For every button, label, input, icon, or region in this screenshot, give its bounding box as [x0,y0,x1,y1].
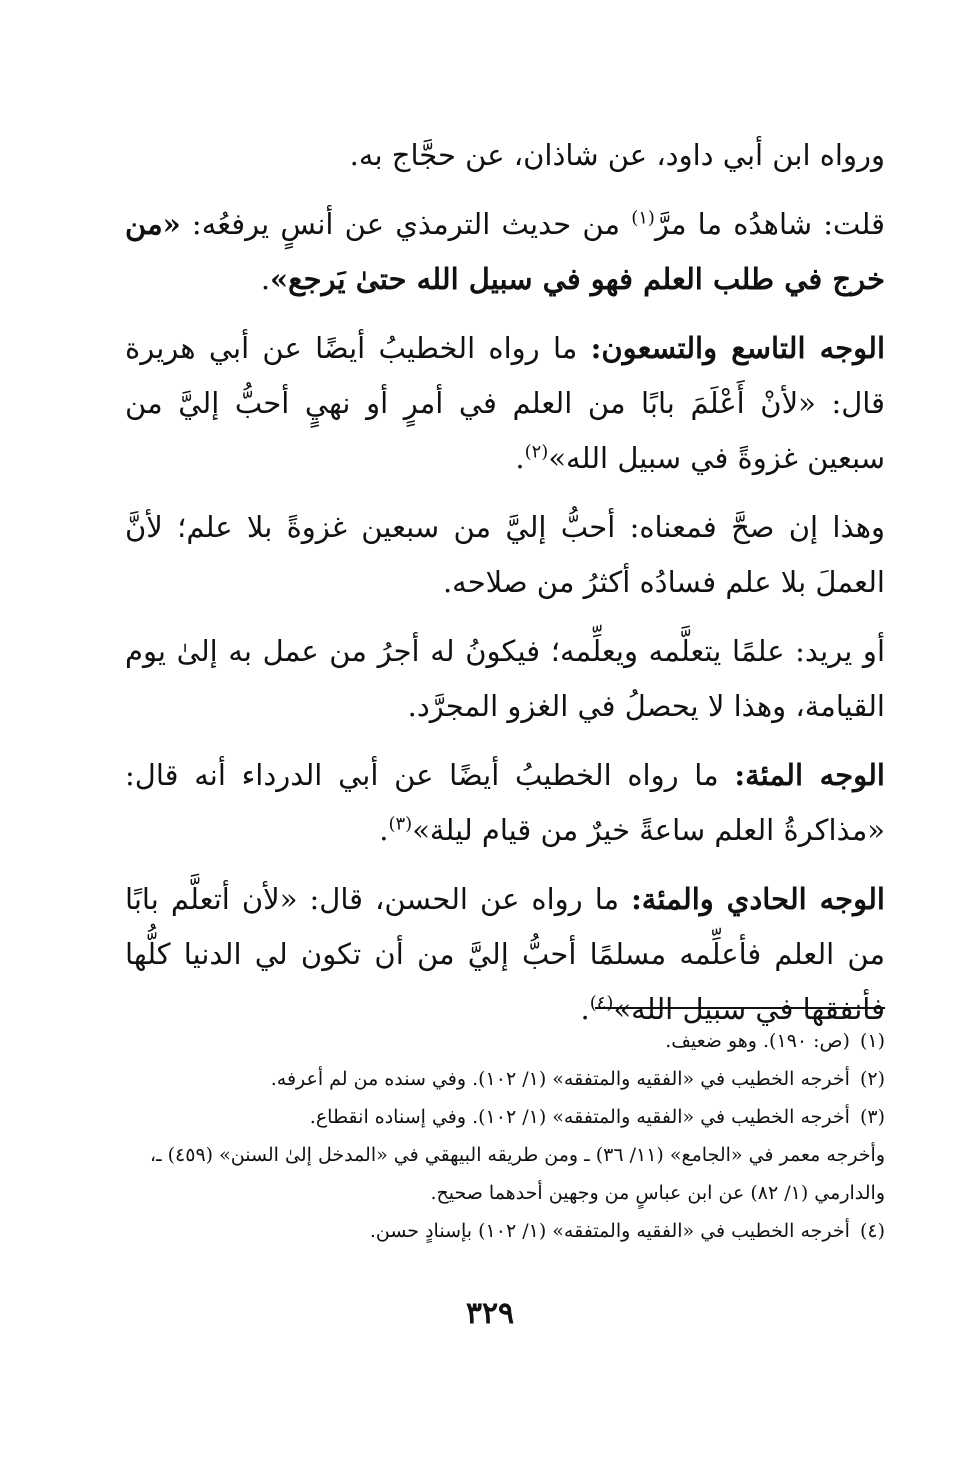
paragraph-6 [125,748,885,858]
paragraph-7-text: ما رواه عن الحسن، قال: «لأن أتعلَّم بابًا من العلم فأعلِّمه مسلمًا أحبُّ إليَّ من أن تكون لي الدنيا كلُّها فأنفقها في سبيل الله» [125,882,885,1026]
footnote-4 [125,1212,885,1250]
footnote-4-number: (٤) [859,1220,885,1242]
footnote-1-text: (ص: ١٩٠). وهو ضعيف. [665,1030,850,1052]
paragraph-2 [125,197,885,307]
paragraph-6-text: ما رواه الخطيبُ أيضًا عن أبي الدرداء أنه قال: «مذاكرةُ العلم ساعةً خيرٌ من قيام ليلة» [125,758,885,847]
footnote-1-number: (١) [859,1030,885,1052]
paragraph-5 [125,624,885,734]
section-heading-101: الوجه الحادي والمئة: [631,882,885,916]
paragraph-3 [125,321,885,486]
footnote-ref-3: (٣) [388,813,413,835]
paragraph-4-text: وهذا إن صحَّ فمعناه: أحبُّ إليَّ من سبعين غزوةً بلا علم؛ لأنَّ العملَ بلا علم فسادُه أكثرُ من صلاحه. [125,510,885,599]
section-heading-99: الوجه التاسع والتسعون: [590,331,886,365]
paragraph-1-text: ورواه ابن أبي داود، عن شاذان، عن حجَّاج به. [349,138,885,172]
footnote-3-continuation [125,1136,885,1212]
footnote-ref-1: (١) [631,207,655,229]
footnote-2-text: أخرجه الخطيب في «الفقيه والمتفقه» (١/ ١٠٢). وفي سنده من لم أعرفه. [270,1068,850,1090]
footnote-2-number: (٢) [859,1068,885,1090]
footnote-4-text: أخرجه الخطيب في «الفقيه والمتفقه» (١/ ١٠٢) بإسنادٍ حسن. [369,1220,850,1242]
paragraph-2-end: . [260,262,271,296]
paragraph-7 [125,872,885,1037]
footnote-divider [595,1007,885,1009]
section-heading-100: الوجه المئة: [734,758,885,792]
footnote-3-number: (٣) [859,1106,885,1128]
hadith-quote: «من خرج في طلب العلم فهو في سبيل الله حتىٰ يَرجع» [125,207,885,296]
footnote-3 [125,1098,885,1136]
paragraph-7-end: . [580,992,590,1026]
paragraph-6-end: . [379,813,389,847]
footnote-1 [125,1022,885,1060]
page-number: ٣٢٩ [465,1296,515,1331]
paragraph-5-text: أو يريد: علمًا يتعلَّمه ويعلِّمه؛ فيكونُ له أجرُ من عمل به إلىٰ يوم القيامة، وهذا لا يحصلُ في الغزو المجرَّد. [125,634,885,723]
footnote-2 [125,1060,885,1098]
footnote-3-text: أخرجه الخطيب في «الفقيه والمتفقه» (١/ ١٠٢). وفي إسناده انقطاع. [309,1106,850,1128]
paragraph-3-end: . [515,441,525,475]
paragraph-2-text-b: من حديث الترمذي عن أنسٍ يرفعُه: [180,207,632,241]
paragraph-3-text: ما رواه الخطيبُ أيضًا عن أبي هريرة قال: «لأنْ أَعْلَمَ بابًا من العلم في أمرٍ أو نهيٍ أحبُّ إليَّ من سبعين غزوةً في سبيل الله» [125,331,885,475]
footnotes [125,1022,885,1250]
footnote-ref-2: (٢) [524,441,549,463]
paragraph-2-text-a: قلت: شاهدُه ما مرَّ [654,207,885,241]
paragraph-1 [125,128,885,183]
main-text [125,128,885,1051]
footnote-ref-4: (٤) [589,992,614,1014]
footnote-3-continuation-text: وأخرجه معمر في «الجامع» (١١/ ٣٦) ـ ومن طريقه البيهقي في «المدخل إلىٰ السنن» (٤٥٩) ـ، والدارمي (١/ ٨٢) عن ابن عباسٍ من وجهين أحدهما صحيح. [149,1144,885,1204]
paragraph-4 [125,500,885,610]
